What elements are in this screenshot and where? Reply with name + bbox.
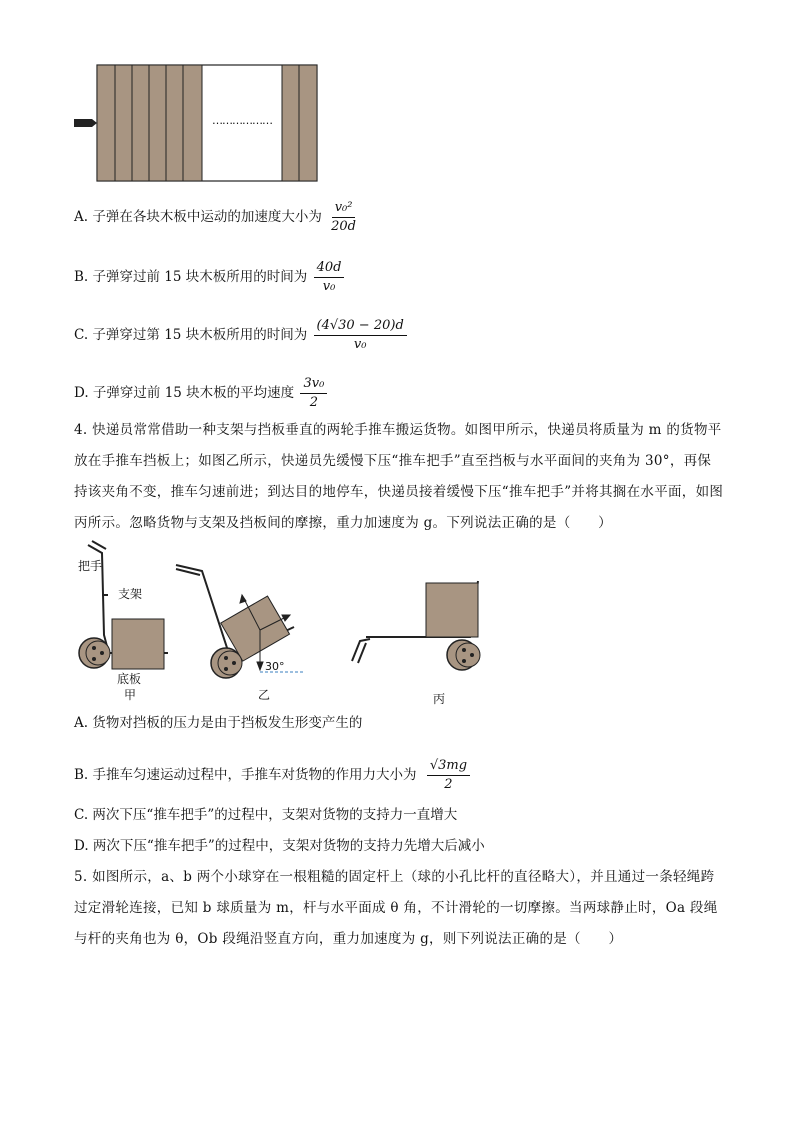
ellipsis-dots: ……………… [212,114,272,127]
cargo-box [112,619,164,669]
wheel-icon [211,648,242,678]
label-bing: 丙 [433,692,446,706]
board [282,65,299,181]
bullet-icon [74,119,97,127]
q3-option-a: A. 子弹在各块木板中运动的加速度大小为 $\frac{\text{v₀²}}{20d}$ [74,200,357,234]
q3-option-d: D. 子弹穿过前 15 块木板的平均速度 $\frac{\text{3v₀}}{2}$ [74,376,327,411]
board [149,65,166,181]
q4-option-d: D. 两次下压“推车把手”的过程中，支架对货物的支持力先增大后减小 [74,838,485,854]
label-base: 底板 [117,672,142,686]
label-angle: 30° [265,660,285,673]
q3-option-b: B. 子弹穿过前 15 块木板所用的时间为 $\frac{40d}{\text{v₀}}$ [74,260,344,295]
board [299,65,317,181]
board [97,65,115,181]
label-yi: 乙 [258,688,271,702]
handcart-figures [70,535,500,685]
q4-option-c: C. 两次下压“推车把手”的过程中，支架对货物的支持力一直增大 [74,807,458,823]
bullet-boards-figure [70,60,330,188]
q3-option-c: C. 子弹穿过第 15 块木板所用的时间为 $\frac{(4√30 - 20)d}{\text{v₀}}$ [74,318,407,353]
board [166,65,183,181]
cargo-box [426,583,478,637]
label-handle: 把手 [78,559,103,573]
board [132,65,149,181]
q4-option-b: B. 手推车匀速运动过程中，手推车对货物的作用力大小为 $\frac{√3mg}{2}$ [74,758,470,793]
board [183,65,202,181]
wheel-icon [447,640,480,670]
q4-option-a: A. 货物对挡板的压力是由于挡板发生形变产生的 [74,715,363,731]
label-frame: 支架 [118,587,143,601]
board [115,65,132,181]
label-jia: 甲 [124,688,137,702]
q4-stem: 4. 快递员常常借助一种支架与挡板垂直的两轮手推车搬运货物。如图甲所示，快递员将质量为 m 的货物平放在手推车挡板上；如图乙所示，快递员先缓慢下压“推车把手”直至挡板与水平面间的夹角为 30°，再保持该夹角不变，推车匀速前进；到达目的地停车，快递员接着缓慢下压“推车把手”并将其搁在水平面，如图丙所示。忽略货物与支架及挡板间的摩擦，重力加速度为 g。下列说法正确的是（ ） [74,422,724,531]
q5-stem: 5. 如图所示，a、b 两个小球穿在一根粗糙的固定杆上（球的小孔比杆的直径略大），并且通过一条轻绳跨过定滑轮连接，已知 b 球质量为 m，杆与水平面成 θ 角，不计滑轮的一切摩擦。当两球静止时，Oa 段绳与杆的夹角也为 θ，Ob 段绳沿竖直方向，重力加速度为 g，则下列说法正确的是（ ） [74,869,718,947]
wheel-icon [79,638,110,668]
